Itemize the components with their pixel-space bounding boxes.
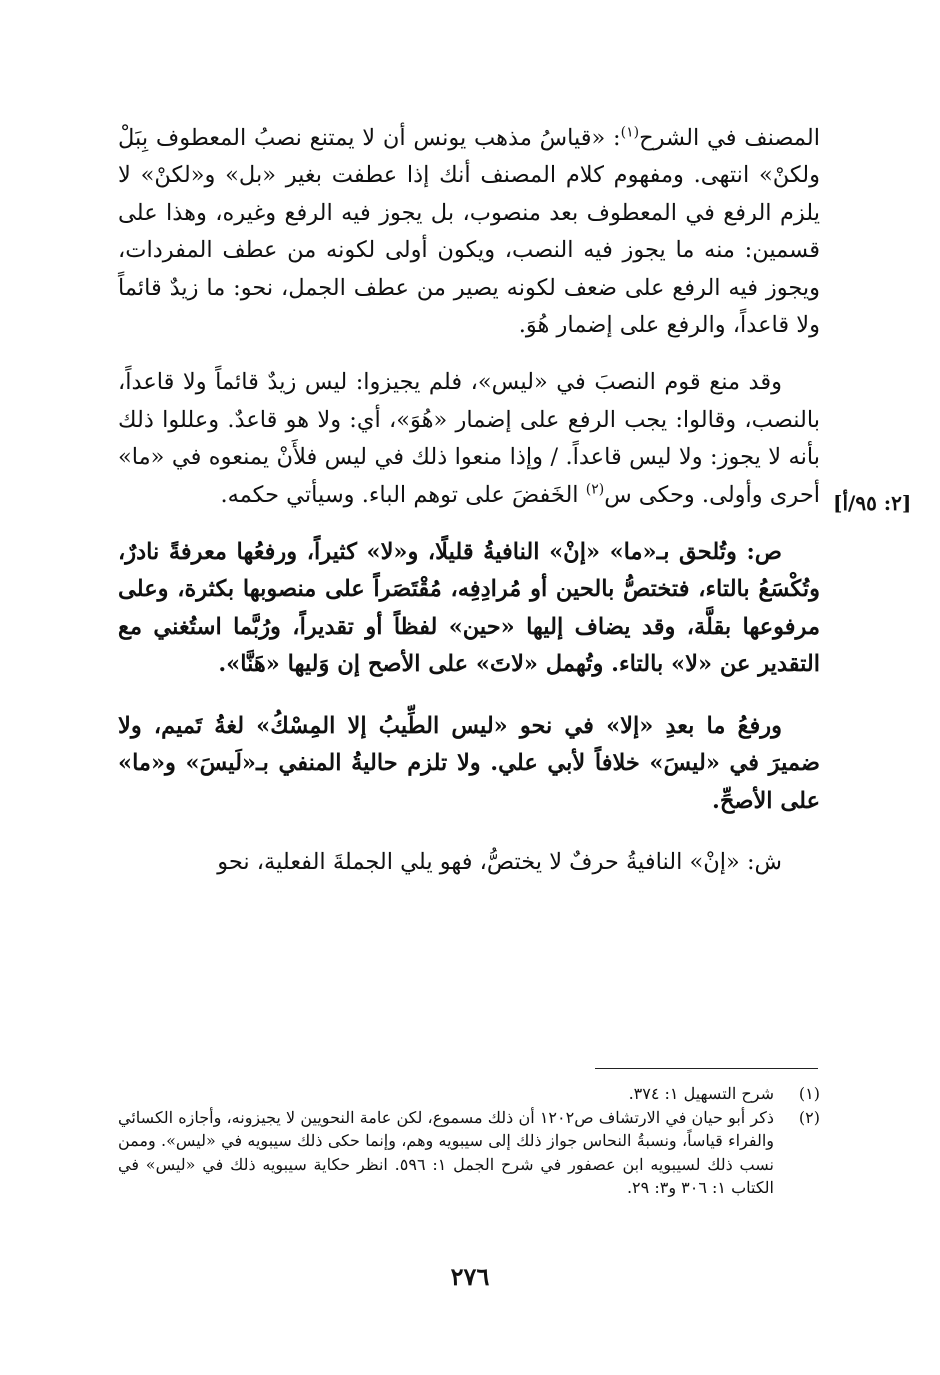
- footnotes: [118, 1082, 820, 1200]
- paragraph-1: [118, 120, 820, 344]
- paragraph-2-start: وقد منع قوم النصبَ في «ليس»، فلم يجيزوا: ليس زيدٌ قائماً ولا قاعداً، بالنصب، وقالوا: يجب الرفع على إضمار «هُوَ»، أي: ولا هو قاعدٌ. وعللوا ذلك بأنه لا يجوز: ولا ليس قاعداً. / وإذا منعوا ذلك في ليس فلأَنْ يمنعوه في «ما» أحرى وأولى. وحكى س: [118, 369, 820, 508]
- footnote-1: [118, 1082, 820, 1106]
- footnote-ref-1[interactable]: (١): [620, 124, 640, 141]
- paragraph-2: [118, 364, 820, 514]
- paragraph-1-rest: : «قياسُ مذهب يونس أن لا يمتنع نصبُ المعطوف بِبَلْ ولكنْ» انتهى. ومفهوم كلام المصنف أنك إذا عطفت بغير «بل» و«لكنْ» لا يلزم الرفع في المعطوف بعد منصوب، بل يجوز فيه الرفع وغيره، وهذا على قسمين: منه ما يجوز فيه النصب، ويكون أولى لكونه من عطف المفردات، ويجوز فيه الرفع على ضعف لكونه يصير من عطف الجمل، نحو: ما زيدٌ قائماً ولا قاعداً، والرفع على إضمار هُوَ.: [118, 125, 820, 339]
- footnote-text: شرح التسهيل ١: ٣٧٤.: [628, 1084, 774, 1103]
- sharh-paragraph-shin: ش: «إنْ» النافيةُ حرفٌ لا يختصُّ، فهو يلي الجملةَ الفعلية، نحو: [217, 848, 782, 875]
- footnote-separator: [595, 1068, 818, 1069]
- footnote-number: (٢): [798, 1107, 820, 1127]
- footnote-number: (١): [798, 1084, 820, 1103]
- page-number: ٢٧٦: [450, 1262, 490, 1291]
- main-text: [118, 120, 820, 881]
- footnote-text: ذكر أبو حيان في الارتشاف ص١٢٠٢ أن ذلك مسموع، لكن عامة النحويين لا يجيزونه، وأجازه الكسائي والفراء قياساً، ونسبةُ النحاس جواز ذلك إلى سيبويه وهم، وإنما حكى ذلك سيبويه في «ليس». وممن نسب ذلك لسيبويه ابن عصفور في شرح الجمل ١: ٥٩٦. انظر حكاية سيبويه ذلك في «ليس» في الكتاب ١: ٣٠٦ و٣: ٢٩.: [118, 1107, 774, 1198]
- footnote-2: [118, 1106, 820, 1200]
- footnote-ref-2[interactable]: (٢): [585, 481, 605, 498]
- manuscript-folio-note: [٢: ٩٥/أ]: [833, 491, 912, 515]
- matn-paragraph-continued: ورفعُ ما بعدِ «إلا» في نحو «ليس الطِّيبُ إلا المِسْكُ» لغةُ تَميم، ولا ضميرَ في «ليسَ» خلافاً لأبي علي. ولا تلزم حاليةُ المنفي بـ«لَيسَ» و«ما» على الأصحِّ.: [118, 712, 820, 814]
- paragraph-1-start: المصنف في الشرح: [639, 125, 820, 151]
- matn-paragraph-sad: ص: وتُلحق بـ«ما» «إنْ» النافيةُ قليلًا، و«لا» كثيراً، ورفعُها معرفةً نادرٌ، وتُكْسَعُ بالتاء، فتختصُّ بالحين أو مُرادِفِه، مُقْتَصَراً على منصوبها بكثرة، وعلى مرفوعها بقلَّة، وقد يضاف إليها «حين» لفظاً أو تقديراً، ورُبَّما استُغني مع التقدير عن «لا» بالتاء. وتُهمل «لاتَ» على الأصح إن وَليها «هَنَّا».: [118, 539, 820, 678]
- paragraph-2-rest: الخَفضَ على توهم الباء. وسيأتي حكمه.: [220, 481, 586, 508]
